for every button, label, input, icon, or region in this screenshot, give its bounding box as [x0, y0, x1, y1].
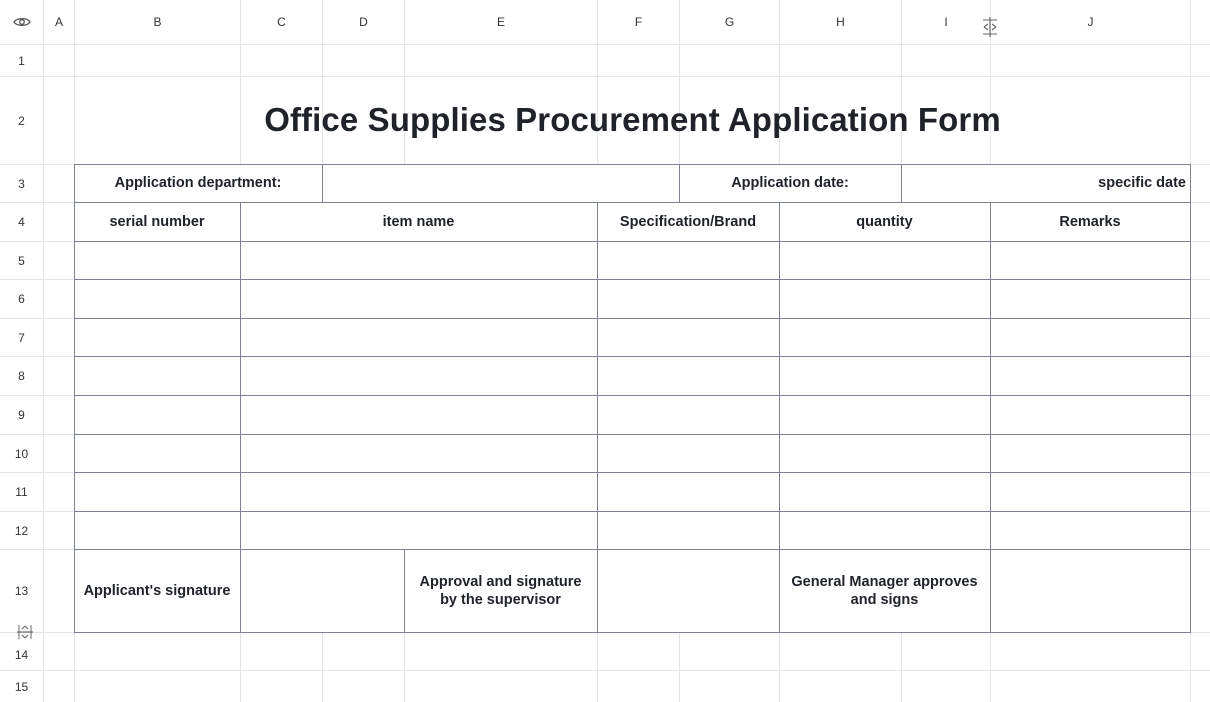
- row-header-9[interactable]: 9: [18, 408, 25, 422]
- header-item-name[interactable]: item name: [240, 202, 597, 241]
- item-cell-item-name[interactable]: [240, 472, 597, 511]
- table-border-line: [779, 549, 780, 632]
- row-header-12[interactable]: 12: [14, 523, 29, 538]
- item-cell-serial[interactable]: [74, 511, 240, 549]
- column-header-a[interactable]: A: [54, 15, 63, 29]
- table-border-line: [74, 164, 1191, 165]
- date-value[interactable]: specific date: [901, 164, 1190, 202]
- table-border-line: [901, 164, 902, 202]
- table-border-line: [74, 472, 1191, 473]
- table-border-line: [74, 511, 1191, 512]
- item-cell-quantity[interactable]: [779, 356, 990, 395]
- row-header-14[interactable]: 14: [14, 647, 29, 662]
- column-header-b[interactable]: B: [153, 15, 162, 29]
- item-cell-remarks[interactable]: [990, 395, 1190, 434]
- item-cell-serial[interactable]: [74, 472, 240, 511]
- grid-line: [0, 670, 1210, 671]
- table-border-line: [322, 164, 323, 202]
- header-specification[interactable]: Specification/Brand: [597, 202, 779, 241]
- item-cell-spec[interactable]: [597, 241, 779, 279]
- department-input-cell[interactable]: [322, 164, 679, 202]
- row-header-5[interactable]: 5: [18, 253, 25, 268]
- applicant-signature-cell[interactable]: [240, 549, 404, 632]
- grid-line: [43, 0, 44, 702]
- item-cell-serial[interactable]: [74, 318, 240, 356]
- column-header-e[interactable]: E: [496, 15, 505, 29]
- item-cell-item-name[interactable]: [240, 434, 597, 472]
- item-cell-spec[interactable]: [597, 511, 779, 549]
- row-header-6[interactable]: 6: [18, 292, 25, 306]
- table-border-line: [597, 549, 598, 632]
- row-header-1[interactable]: 1: [18, 53, 25, 68]
- item-cell-spec[interactable]: [597, 434, 779, 472]
- header-serial-number[interactable]: serial number: [74, 202, 240, 241]
- item-cell-quantity[interactable]: [779, 279, 990, 318]
- table-border-line: [597, 202, 598, 549]
- gm-label-line2: and signs: [850, 591, 919, 608]
- item-cell-serial[interactable]: [74, 241, 240, 279]
- header-remarks[interactable]: Remarks: [990, 202, 1190, 241]
- table-border-line: [74, 241, 1191, 242]
- department-label[interactable]: Application department:: [74, 164, 322, 202]
- item-cell-quantity[interactable]: [779, 241, 990, 279]
- item-cell-spec[interactable]: [597, 472, 779, 511]
- table-border-line: [404, 549, 405, 632]
- item-cell-quantity[interactable]: [779, 318, 990, 356]
- table-border-line: [990, 549, 991, 632]
- gm-signature-cell[interactable]: [990, 549, 1190, 632]
- table-border-line: [240, 549, 241, 632]
- item-cell-spec[interactable]: [597, 356, 779, 395]
- column-header-g[interactable]: G: [724, 15, 735, 29]
- item-cell-serial[interactable]: [74, 356, 240, 395]
- row-header-7[interactable]: 7: [18, 330, 25, 345]
- column-header-j[interactable]: J: [1087, 15, 1094, 29]
- item-cell-item-name[interactable]: [240, 511, 597, 549]
- item-cell-remarks[interactable]: [990, 241, 1190, 279]
- table-border-line: [74, 164, 75, 633]
- applicant-signature-label[interactable]: Applicant's signature: [74, 549, 240, 632]
- table-border-line: [74, 318, 1191, 319]
- item-cell-quantity[interactable]: [779, 395, 990, 434]
- table-border-line: [679, 164, 680, 202]
- item-cell-serial[interactable]: [74, 395, 240, 434]
- header-quantity[interactable]: quantity: [779, 202, 990, 241]
- supervisor-label-line2: by the supervisor: [440, 591, 561, 608]
- table-border-line: [74, 632, 1191, 633]
- column-header-h[interactable]: H: [836, 15, 845, 29]
- item-cell-spec[interactable]: [597, 279, 779, 318]
- item-cell-quantity[interactable]: [779, 434, 990, 472]
- item-cell-remarks[interactable]: [990, 318, 1190, 356]
- row-resize-icon[interactable]: [15, 623, 35, 641]
- item-cell-item-name[interactable]: [240, 241, 597, 279]
- table-border-line: [74, 202, 1191, 203]
- row-header-3[interactable]: 3: [18, 176, 25, 191]
- column-header-c[interactable]: C: [277, 15, 286, 29]
- supervisor-signature-label[interactable]: [404, 549, 597, 632]
- column-header-i[interactable]: I: [944, 15, 948, 29]
- gm-label-line1: General Manager approves: [791, 573, 978, 590]
- row-header-2[interactable]: 2: [18, 113, 25, 128]
- item-cell-spec[interactable]: [597, 395, 779, 434]
- row-header-13[interactable]: 13: [14, 584, 29, 598]
- item-cell-item-name[interactable]: [240, 395, 597, 434]
- item-cell-remarks[interactable]: [990, 511, 1190, 549]
- date-label[interactable]: Application date:: [679, 164, 901, 202]
- table-border-line: [240, 202, 241, 549]
- form-title[interactable]: Office Supplies Procurement Application Form: [264, 101, 1001, 138]
- column-resize-icon[interactable]: [980, 16, 1000, 38]
- table-border-line: [74, 395, 1191, 396]
- item-cell-spec[interactable]: [597, 318, 779, 356]
- item-cell-quantity[interactable]: [779, 511, 990, 549]
- table-border-line: [74, 549, 1191, 550]
- row-header-8[interactable]: 8: [18, 369, 25, 383]
- table-border-line: [74, 434, 1191, 435]
- column-header-f[interactable]: F: [634, 15, 643, 29]
- item-cell-remarks[interactable]: [990, 434, 1190, 472]
- row-header-11[interactable]: 11: [15, 485, 28, 499]
- table-border-line: [1190, 164, 1191, 633]
- supervisor-label-line1: Approval and signature: [419, 573, 582, 590]
- gm-signature-label[interactable]: [779, 549, 990, 632]
- item-cell-remarks[interactable]: [990, 356, 1190, 395]
- table-border-line: [74, 279, 1191, 280]
- item-cell-remarks[interactable]: [990, 279, 1190, 318]
- item-cell-item-name[interactable]: [240, 279, 597, 318]
- row-header-15[interactable]: 15: [14, 679, 29, 694]
- item-cell-remarks[interactable]: [990, 472, 1190, 511]
- item-cell-quantity[interactable]: [779, 472, 990, 511]
- item-cell-serial[interactable]: [74, 434, 240, 472]
- row-header-4[interactable]: 4: [18, 215, 25, 229]
- supervisor-signature-cell[interactable]: [597, 549, 779, 632]
- item-cell-item-name[interactable]: [240, 356, 597, 395]
- column-header-d[interactable]: D: [359, 15, 368, 29]
- item-cell-item-name[interactable]: [240, 318, 597, 356]
- select-all-corner[interactable]: [0, 0, 43, 44]
- table-border-line: [74, 356, 1191, 357]
- table-border-line: [779, 202, 780, 549]
- row-header-10[interactable]: 10: [14, 446, 29, 461]
- table-border-line: [990, 202, 991, 549]
- eye-icon: [13, 16, 31, 28]
- item-cell-serial[interactable]: [74, 279, 240, 318]
- grid-line: [0, 44, 1210, 45]
